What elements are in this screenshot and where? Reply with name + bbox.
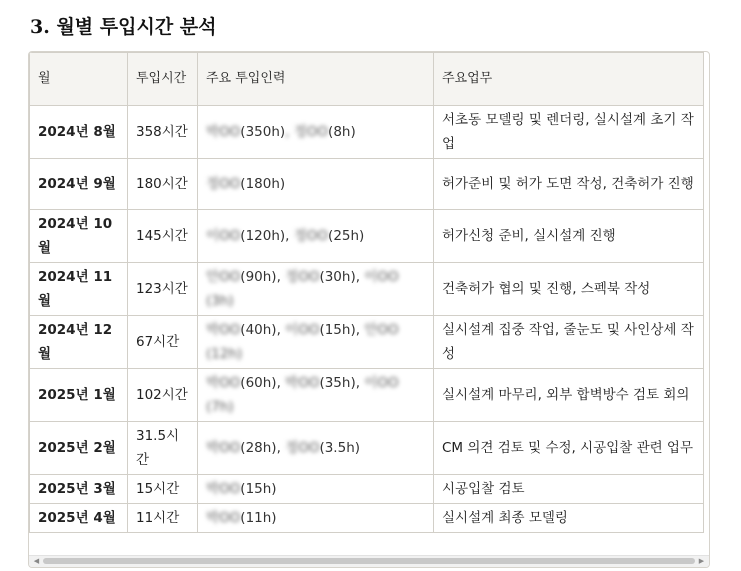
redacted-name: 박OO — [206, 322, 241, 338]
table-row — [30, 106, 704, 159]
cell-month: 2024년 9월 — [30, 159, 128, 210]
cell-hours: 102시간 — [128, 369, 198, 422]
redacted-name: 박OO — [285, 375, 320, 391]
cell-personnel — [198, 475, 434, 504]
redacted-name: 박OO — [206, 375, 241, 391]
personnel-hours: (3.5h) — [319, 440, 361, 456]
redacted-name: 이OO — [364, 269, 399, 285]
redacted-name: (3h) — [206, 293, 234, 309]
personnel-hours: (350h) — [240, 124, 286, 140]
scroll-left-icon[interactable]: ◀ — [33, 557, 40, 565]
cell-hours: 145시간 — [128, 210, 198, 263]
cell-hours: 123시간 — [128, 263, 198, 316]
table-header-row — [30, 53, 704, 106]
table-row — [30, 210, 704, 263]
cell-personnel — [198, 316, 434, 369]
personnel-hours: (25h) — [328, 228, 365, 244]
personnel-hours: (40h), — [240, 322, 286, 338]
header-work: 주요업무 — [434, 53, 704, 106]
redacted-name: 이OO — [285, 322, 320, 338]
table-container — [28, 51, 710, 568]
cell-hours: 31.5시간 — [128, 422, 198, 475]
cell-personnel — [198, 106, 434, 159]
personnel-hours: (35h), — [319, 375, 365, 391]
personnel-hours: (30h), — [319, 269, 365, 285]
cell-work: 시공입찰 검토 — [434, 475, 704, 504]
cell-month: 2024년 12월 — [30, 316, 128, 369]
redacted-name: 이OO — [206, 228, 241, 244]
personnel-hours: (11h) — [240, 510, 277, 526]
header-personnel: 주요 투입인력 — [198, 53, 434, 106]
monthly-hours-table — [29, 52, 704, 533]
cell-work: 실시설계 최종 모델링 — [434, 504, 704, 533]
cell-personnel — [198, 210, 434, 263]
cell-month: 2024년 8월 — [30, 106, 128, 159]
cell-personnel — [198, 263, 434, 316]
personnel-hours: (8h) — [328, 124, 356, 140]
cell-month: 2025년 4월 — [30, 504, 128, 533]
redacted-name: 이OO — [364, 375, 399, 391]
redacted-name: 박OO — [206, 481, 241, 497]
cell-hours: 67시간 — [128, 316, 198, 369]
header-month: 월 — [30, 53, 128, 106]
cell-month: 2025년 3월 — [30, 475, 128, 504]
cell-personnel — [198, 504, 434, 533]
redacted-name: 정OO — [206, 176, 241, 192]
table-row — [30, 475, 704, 504]
redacted-name: (12h) — [206, 346, 243, 362]
redacted-name: 박OO — [206, 124, 241, 140]
cell-month: 2025년 1월 — [30, 369, 128, 422]
personnel-hours: (15h) — [240, 481, 277, 497]
redacted-name: 정OO — [293, 228, 329, 244]
personnel-hours: (180h) — [240, 176, 286, 192]
cell-personnel — [198, 422, 434, 475]
scrollbar-thumb[interactable] — [43, 558, 695, 564]
cell-month: 2025년 2월 — [30, 422, 128, 475]
table-row — [30, 422, 704, 475]
header-hours: 투입시간 — [128, 53, 198, 106]
redacted-name: 안OO — [364, 322, 399, 338]
cell-work: 허가신청 준비, 실시설계 진행 — [434, 210, 704, 263]
redacted-name: 정OO — [285, 269, 320, 285]
personnel-hours: (28h), — [240, 440, 286, 456]
cell-work: 서초동 모델링 및 렌더링, 실시설계 초기 작업 — [434, 106, 704, 159]
redacted-name: 안OO — [206, 269, 241, 285]
cell-hours: 180시간 — [128, 159, 198, 210]
personnel-hours: (120h), — [240, 228, 294, 244]
redacted-name: 박OO — [206, 440, 241, 456]
redacted-name: (7h) — [206, 399, 234, 415]
table-row — [30, 369, 704, 422]
cell-work: CM 의견 검토 및 수정, 시공입찰 관련 업무 — [434, 422, 704, 475]
redacted-name: , 정OO — [285, 124, 329, 140]
table-row — [30, 316, 704, 369]
table-row — [30, 263, 704, 316]
cell-hours: 358시간 — [128, 106, 198, 159]
table-row — [30, 504, 704, 533]
personnel-hours: (60h), — [240, 375, 286, 391]
redacted-name: 박OO — [206, 510, 241, 526]
cell-work: 허가준비 및 허가 도면 작성, 건축허가 진행 — [434, 159, 704, 210]
cell-month: 2024년 10월 — [30, 210, 128, 263]
personnel-hours: (15h), — [319, 322, 365, 338]
personnel-hours: (90h), — [240, 269, 286, 285]
cell-work: 실시설계 마무리, 외부 합벽방수 검토 회의 — [434, 369, 704, 422]
scroll-right-icon[interactable]: ▶ — [698, 557, 705, 565]
redacted-name: 정OO — [285, 440, 320, 456]
cell-hours: 15시간 — [128, 475, 198, 504]
horizontal-scrollbar[interactable] — [29, 555, 709, 567]
cell-work: 건축허가 협의 및 진행, 스펙북 작성 — [434, 263, 704, 316]
cell-month: 2024년 11월 — [30, 263, 128, 316]
cell-hours: 11시간 — [128, 504, 198, 533]
cell-personnel — [198, 159, 434, 210]
section-heading: 3. 월별 투입시간 분석 — [30, 16, 217, 38]
cell-personnel — [198, 369, 434, 422]
cell-work: 실시설계 집중 작업, 줄눈도 및 사인상세 작성 — [434, 316, 704, 369]
table-row — [30, 159, 704, 210]
